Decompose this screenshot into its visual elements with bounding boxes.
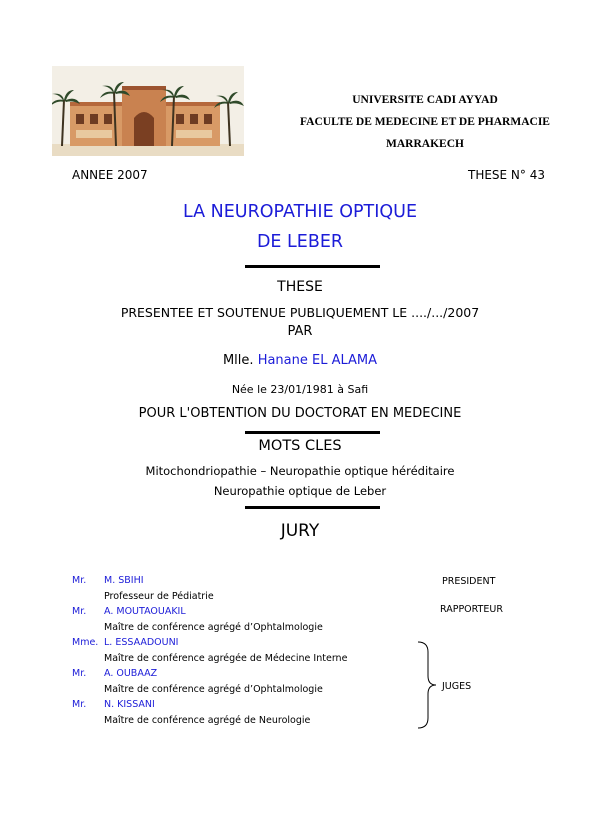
rapporteur-label: RAPPORTEUR: [440, 604, 503, 615]
president-label: PRESIDENT: [442, 576, 496, 587]
jury-member-honorific: Mr.: [72, 668, 87, 679]
degree-purpose: POUR L'OBTENTION DU DOCTORAT EN MEDECINE: [138, 406, 462, 421]
jury-member-name: A. OUBAAZ: [104, 668, 158, 679]
jury-member-name: M. SBIHI: [104, 575, 144, 586]
thesis-title-line-1: LA NEUROPATHIE OPTIQUE: [182, 202, 418, 222]
thesis-number: THESE N° 43: [467, 168, 545, 182]
faculty-name: FACULTE DE MEDECINE ET DE PHARMACIE: [300, 116, 550, 128]
academic-year: ANNEE 2007: [72, 168, 148, 182]
jury-member-title: Professeur de Pédiatrie: [104, 591, 214, 602]
jury-member-title: Maître de conférence agrégé d’Ophtalmologie: [104, 684, 323, 695]
keywords-line-2: Neuropathie optique de Leber: [213, 484, 387, 498]
jury-member-name: N. KISSANI: [104, 699, 155, 710]
divider: [245, 506, 380, 509]
jury-member-name: A. MOUTAOUAKIL: [104, 606, 186, 617]
jury-member-honorific: Mme.: [72, 637, 99, 648]
jury-member-title: Maître de conférence agrégée de Médecine Interne: [104, 653, 348, 664]
thesis-title-line-2: DE LEBER: [256, 232, 344, 252]
jury-member-honorific: Mr.: [72, 699, 87, 710]
jury-member-name: L. ESSAADOUNI: [104, 637, 179, 648]
juges-label: JUGES: [442, 681, 472, 692]
author-name: Hanane EL ALAMA: [257, 353, 378, 368]
author-line: [0, 353, 600, 368]
city-name: MARRAKECH: [386, 138, 464, 150]
birth-info: Née le 23/01/1981 à Safi: [231, 383, 369, 396]
author-honorific: Mlle.: [222, 353, 254, 368]
jury-member-honorific: Mr.: [72, 575, 87, 586]
jury-member-title: Maître de conférence agrégé d’Ophtalmologie: [104, 622, 323, 633]
jury-member-title: Maître de conférence agrégé de Neurologie: [104, 715, 311, 726]
jury-heading: JURY: [280, 521, 320, 541]
university-name: UNIVERSITE CADI AYYAD: [352, 94, 498, 106]
divider: [245, 431, 380, 434]
faculty-building-logo: [52, 66, 244, 156]
by-label: PAR: [287, 324, 313, 339]
keywords-line-1: Mitochondriopathie – Neuropathie optique héréditaire: [145, 464, 455, 478]
thesis-heading: THESE: [277, 279, 323, 295]
jury-member-honorific: Mr.: [72, 606, 87, 617]
divider: [245, 265, 380, 268]
presentation-line: PRESENTEE ET SOUTENUE PUBLIQUEMENT LE ..../.../2007: [120, 305, 480, 320]
keywords-heading: MOTS CLES: [258, 438, 342, 454]
juges-brace: [416, 640, 438, 730]
